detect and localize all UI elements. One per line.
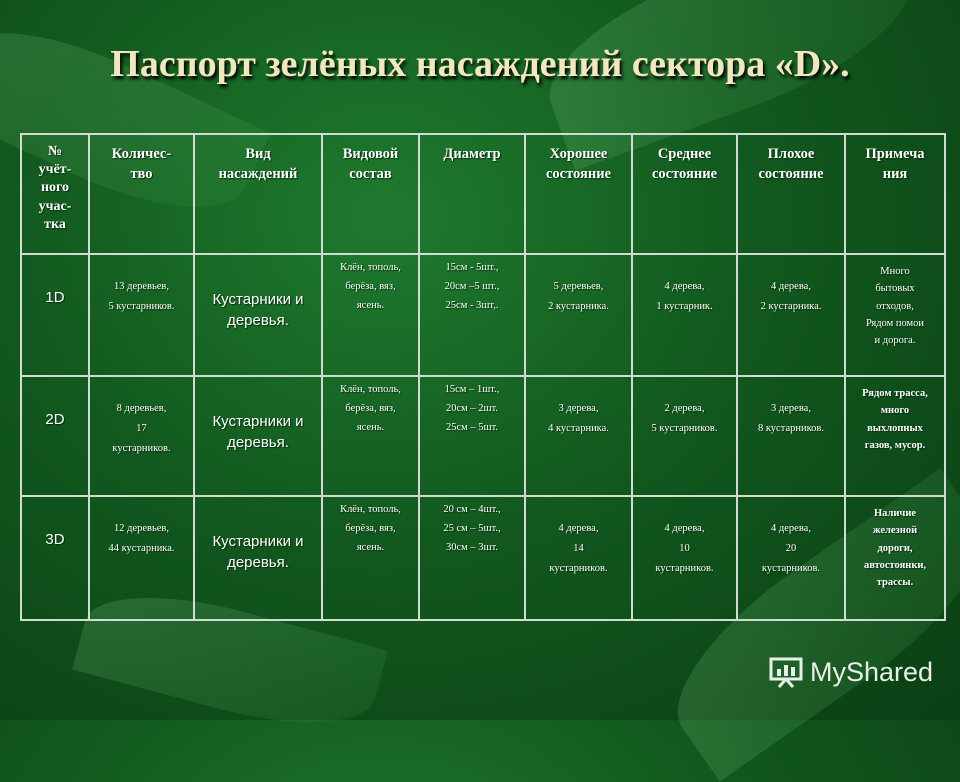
cell-text-line: Плохое xyxy=(767,146,815,162)
cell-text-line: дороги, xyxy=(877,542,913,554)
page-title: Паспорт зелёных насаждений сектора «D». xyxy=(110,43,850,85)
cell-text-line: 30см – 3шт. xyxy=(445,541,499,553)
cell-text-line: 5 деревьев, xyxy=(553,281,604,292)
planting-type-cell xyxy=(194,376,322,496)
header-species xyxy=(322,134,419,254)
header-row xyxy=(21,134,945,254)
cell-text-line: ясень. xyxy=(356,541,385,553)
cell-text-line: железной xyxy=(872,525,918,537)
cell-text-line: 4 кустарника. xyxy=(548,422,609,434)
cell-text-line: 4 дерева, xyxy=(771,523,811,534)
good-condition-cell xyxy=(525,254,632,376)
cell-text-line: кустарников. xyxy=(549,562,608,574)
cell-text-line: берёза, вяз, xyxy=(345,280,396,292)
cell-text-line: автостоянки, xyxy=(863,559,927,571)
quantity-cell xyxy=(89,376,194,496)
cell-text-line: 8 кустарников. xyxy=(757,422,824,434)
table-row xyxy=(21,254,945,376)
header-good-condition xyxy=(525,134,632,254)
cell-text-line: отходов, xyxy=(876,300,914,312)
cell-text-line: 5 кустарников. xyxy=(108,300,175,312)
cell-text-line: Рядом помои xyxy=(865,317,925,329)
species-cell xyxy=(322,376,419,496)
planting-type-cell xyxy=(194,254,322,376)
cell-text-line: 14 xyxy=(573,542,584,554)
cell-text-line: кустарников. xyxy=(761,562,821,574)
plot-code: 3D xyxy=(21,496,89,620)
cell-text-line: 13 деревьев, xyxy=(113,281,170,292)
cell-text-line: Наличие xyxy=(873,508,917,519)
species-cell xyxy=(322,254,419,376)
cell-text-line: ясень. xyxy=(356,299,385,311)
cell-text-line: состояние xyxy=(545,165,612,182)
table-row xyxy=(21,376,945,496)
plot-code: 2D xyxy=(21,376,89,496)
cell-text-line: 5 кустарников. xyxy=(651,422,718,434)
cell-text-line: 20 см – 4шт., xyxy=(443,504,501,515)
cell-text-line: учас- xyxy=(38,198,72,214)
cell-text-line: Количес- xyxy=(111,146,172,162)
passport-table xyxy=(20,133,946,621)
cell-text-line: Среднее xyxy=(657,146,712,162)
watermark-text: MyShared xyxy=(810,656,934,687)
cell-text-line: 20см –5 шт., xyxy=(444,280,500,292)
bad-condition-cell xyxy=(737,254,845,376)
header-notes xyxy=(845,134,945,254)
cell-text-line: 15см - 5шт., xyxy=(445,262,499,273)
diameter-cell xyxy=(419,376,525,496)
cell-text-line: Кустарники и xyxy=(212,533,304,550)
cell-text-line: кустарников. xyxy=(112,442,171,454)
cell-text-line: деревья. xyxy=(227,312,289,329)
cell-text-line: Диаметр xyxy=(443,146,501,162)
diameter-cell xyxy=(419,254,525,376)
header-plot-number xyxy=(21,134,89,254)
cell-text-line: ясень. xyxy=(356,421,385,433)
cell-text-line: № xyxy=(47,144,63,159)
planting-type-cell xyxy=(194,496,322,620)
cell-text-line: ния xyxy=(882,165,908,182)
cell-text-line: 12 деревьев, xyxy=(113,523,170,534)
myshared-watermark xyxy=(768,655,933,689)
cell-text-line: 44 кустарника. xyxy=(108,542,175,554)
header-bad-condition xyxy=(737,134,845,254)
good-condition-cell xyxy=(525,376,632,496)
cell-text-line: Хорошее xyxy=(549,146,608,162)
cell-text-line: 20см – 2шт. xyxy=(445,402,499,414)
cell-text-line: 10 xyxy=(679,542,690,554)
cell-text-line: ного xyxy=(40,180,70,196)
cell-text-line: газов, мусор. xyxy=(864,439,926,451)
cell-text-line: 2 дерева, xyxy=(664,403,705,414)
cell-text-line: Кустарники и xyxy=(212,291,304,308)
cell-text-line: Кустарники и xyxy=(212,413,304,430)
cell-text-line: 2 кустарника. xyxy=(548,300,609,312)
notes-cell xyxy=(845,254,945,376)
cell-text-line: много xyxy=(880,405,910,417)
cell-text-line: трассы. xyxy=(876,577,914,589)
header-medium-condition xyxy=(632,134,737,254)
cell-text-line: 4 дерева, xyxy=(664,281,705,292)
presentation-chart-icon xyxy=(768,655,804,689)
quantity-cell xyxy=(89,254,194,376)
cell-text-line: учёт- xyxy=(38,162,72,178)
cell-text-line: тка xyxy=(44,216,66,232)
cell-text-line: берёза, вяз, xyxy=(345,522,396,534)
good-condition-cell xyxy=(525,496,632,620)
cell-text-line: 4 дерева, xyxy=(558,523,599,534)
notes-cell xyxy=(845,496,945,620)
cell-text-line: кустарников. xyxy=(655,562,714,574)
cell-text-line: Видовой xyxy=(342,146,399,162)
bad-condition-cell xyxy=(737,496,845,620)
cell-text-line: Вид xyxy=(245,146,271,162)
medium-condition-cell xyxy=(632,376,737,496)
cell-text-line: деревья. xyxy=(227,554,289,571)
cell-text-line: Много xyxy=(880,266,910,277)
species-cell xyxy=(322,496,419,620)
cell-text-line: 3 дерева, xyxy=(771,403,811,414)
medium-condition-cell xyxy=(632,254,737,376)
cell-text-line: тво xyxy=(130,165,153,182)
bad-condition-cell xyxy=(737,376,845,496)
cell-text-line: выхлопных xyxy=(867,422,923,434)
cell-text-line: и дорога. xyxy=(874,335,916,347)
cell-text-line: берёза, вяз, xyxy=(345,402,396,414)
cell-text-line: 3 дерева, xyxy=(558,403,599,414)
cell-text-line: 20 xyxy=(785,542,797,554)
cell-text-line: 2 кустарника. xyxy=(760,300,822,312)
quantity-cell xyxy=(89,496,194,620)
cell-text-line: Рядом трасса, xyxy=(862,388,928,399)
cell-text-line: 25см - 3шт,. xyxy=(445,299,499,311)
cell-text-line: Примеча xyxy=(865,146,925,162)
cell-text-line: деревья. xyxy=(227,434,289,451)
cell-text-line: 4 дерева, xyxy=(664,523,705,534)
cell-text-line: 8 деревьев, xyxy=(116,403,167,414)
cell-text-line: Клён, тополь, xyxy=(340,384,401,395)
header-diameter xyxy=(419,134,525,254)
cell-text-line: 15см – 1шт., xyxy=(444,384,500,395)
table-row xyxy=(21,496,945,620)
cell-text-line: 25 см – 5шт., xyxy=(443,522,501,534)
header-quantity xyxy=(89,134,194,254)
cell-text-line: бытовых xyxy=(875,283,915,295)
notes-cell xyxy=(845,376,945,496)
header-planting-type xyxy=(194,134,322,254)
cell-text-line: Клён, тополь, xyxy=(340,504,401,515)
cell-text-line: 25см – 5шт. xyxy=(445,421,499,433)
cell-text-line: 4 дерева, xyxy=(771,281,811,292)
diameter-cell xyxy=(419,496,525,620)
cell-text-line: 17 xyxy=(136,422,147,434)
plot-code: 1D xyxy=(21,254,89,376)
cell-text-line: насаждений xyxy=(218,165,298,182)
cell-text-line: состояние xyxy=(758,165,824,182)
cell-text-line: состав xyxy=(349,165,392,182)
medium-condition-cell xyxy=(632,496,737,620)
cell-text-line: состояние xyxy=(651,165,718,182)
cell-text-line: Клён, тополь, xyxy=(340,262,401,273)
cell-text-line: 1 кустарник. xyxy=(656,300,713,312)
